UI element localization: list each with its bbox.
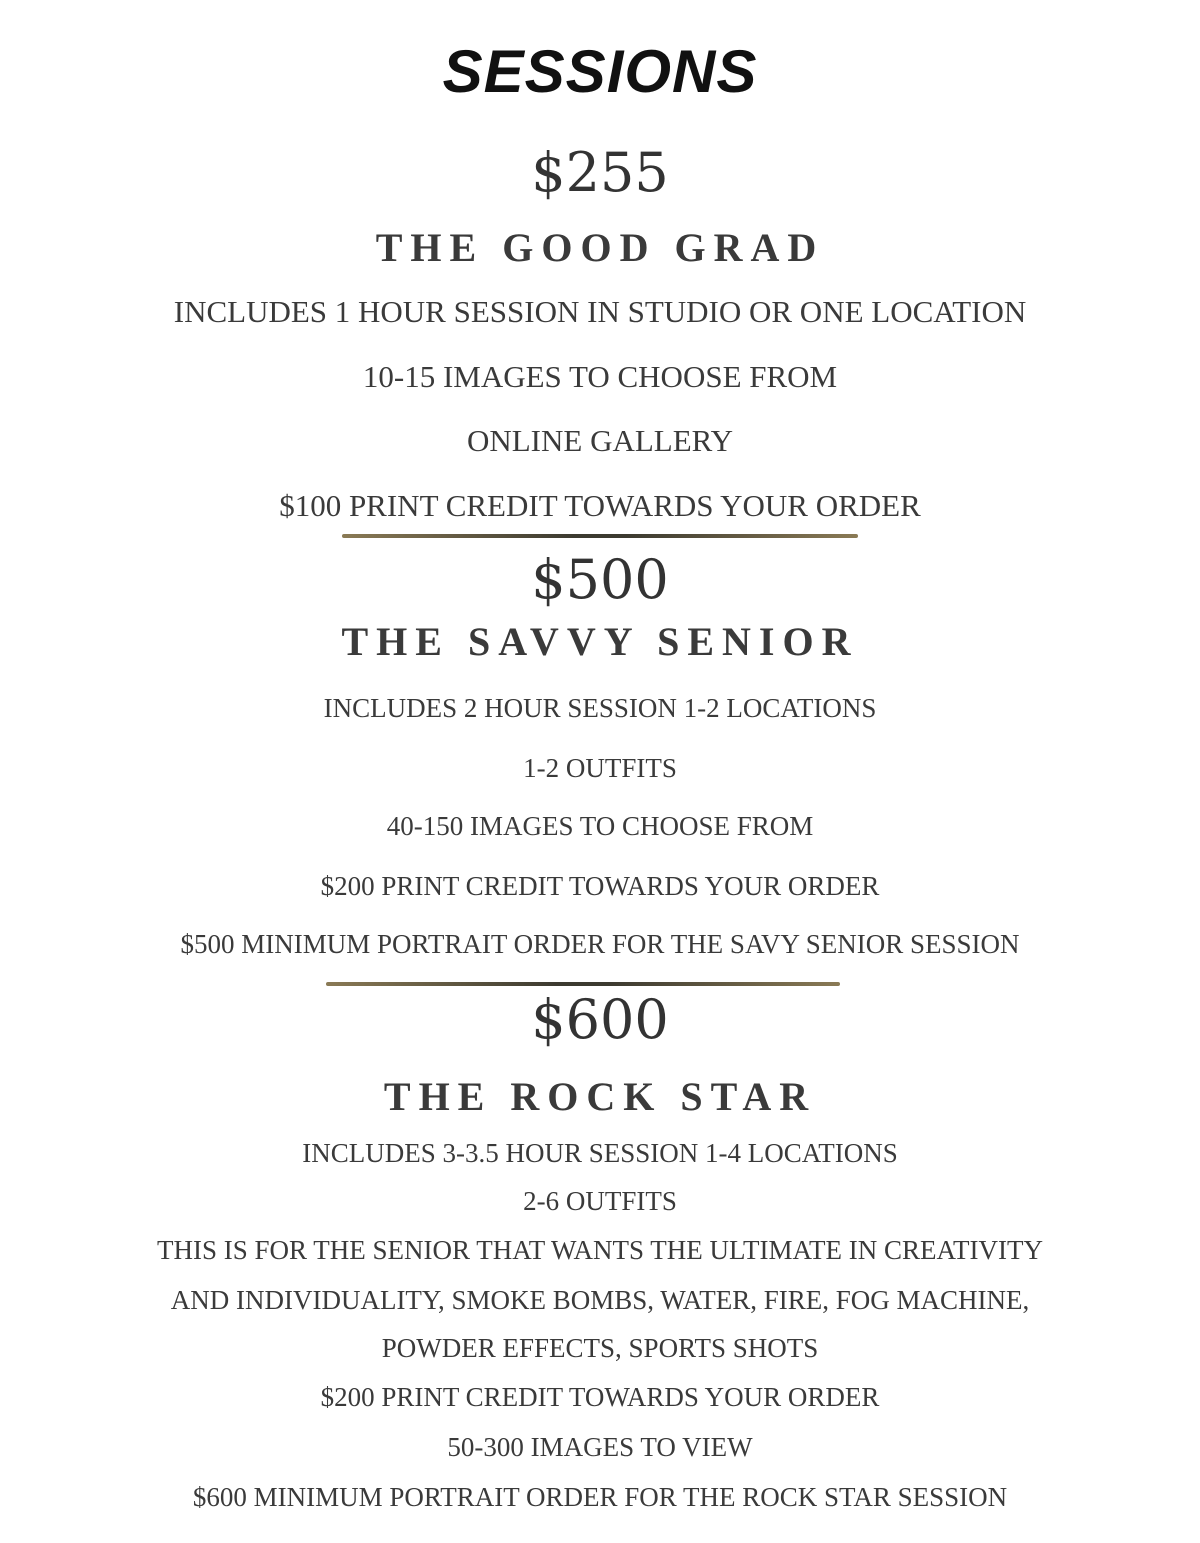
package-3-item: 2-6 OUTFITS xyxy=(523,1186,677,1216)
package-3-name: THE ROCK STAR xyxy=(383,1074,817,1119)
package-2-item: 40-150 IMAGES TO CHOOSE FROM xyxy=(386,811,814,841)
package-3-item: $600 MINIMUM PORTRAIT ORDER FOR THE ROCK STAR SESSION xyxy=(192,1482,1008,1512)
package-2-price: $500 xyxy=(531,548,669,611)
section-divider xyxy=(326,982,840,986)
package-2-item: 1-2 OUTFITS xyxy=(523,753,677,783)
package-2-name: THE SAVVY SENIOR xyxy=(341,619,859,664)
package-2-item: $200 PRINT CREDIT TOWARDS YOUR ORDER xyxy=(320,871,880,901)
package-3-item: INCLUDES 3-3.5 HOUR SESSION 1-4 LOCATIONS xyxy=(302,1138,898,1168)
package-3-item: THIS IS FOR THE SENIOR THAT WANTS THE ULTIMATE IN CREATIVITY xyxy=(156,1235,1044,1265)
package-2-item: $500 MINIMUM PORTRAIT ORDER FOR THE SAVY SENIOR SESSION xyxy=(180,929,1020,959)
package-1-item: $100 PRINT CREDIT TOWARDS YOUR ORDER xyxy=(279,488,921,523)
package-2-item: INCLUDES 2 HOUR SESSION 1-2 LOCATIONS xyxy=(323,693,877,723)
package-1-name: THE GOOD GRAD xyxy=(375,225,825,270)
page-title: SESSIONS xyxy=(442,38,758,105)
package-3-item: AND INDIVIDUALITY, SMOKE BOMBS, WATER, FIRE, FOG MACHINE, xyxy=(170,1285,1030,1315)
package-3-item: $200 PRINT CREDIT TOWARDS YOUR ORDER xyxy=(320,1382,880,1412)
package-1-item: INCLUDES 1 HOUR SESSION IN STUDIO OR ONE LOCATION xyxy=(173,294,1027,329)
section-divider xyxy=(342,534,858,538)
package-3-item: 50-300 IMAGES TO VIEW xyxy=(447,1432,753,1462)
package-3-price: $600 xyxy=(531,988,669,1051)
package-1-item: ONLINE GALLERY xyxy=(466,423,734,458)
package-1-item: 10-15 IMAGES TO CHOOSE FROM xyxy=(362,359,838,394)
package-1-price: $255 xyxy=(531,141,669,204)
package-3-item: POWDER EFFECTS, SPORTS SHOTS xyxy=(381,1333,819,1363)
